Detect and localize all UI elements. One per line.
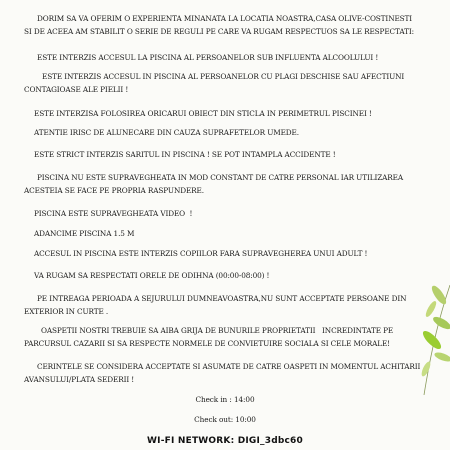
rule-supervision-line-1: PISCINA NU ESTE SUPRAVEGHEATA IN MOD CONSTANT DE CATRE PERSONAL IAR UTILIZAREA xyxy=(37,173,404,182)
rule-visitors-line-2: EXTERIOR IN CURTE . xyxy=(24,307,109,316)
check-in-time: Check in : 14:00 xyxy=(195,395,255,404)
rule-supervision-line-2: ACESTEIA SE FACE PE PROPRIA RASPUNDERE. xyxy=(24,186,204,195)
rule-visitors-line-1: PE INTREAGA PERIOADA A SEJURULUI DUMNEAVOASTRA,NU SUNT ACCEPTATE PERSOANE DIN xyxy=(37,294,407,303)
check-out-time: Check out: 10:00 xyxy=(194,415,256,424)
rule-no-jumping: ESTE STRICT INTERZIS SARITUL IN PISCINA ! SE POT INTAMPLA ACCIDENTE ! xyxy=(34,150,336,159)
rule-children: ACCESUL IN PISCINA ESTE INTERZIS COPIILOR FARA SUPRAVEGHEREA UNUI ADULT ! xyxy=(34,249,368,258)
rule-depth: ADANCIME PISCINA 1.5 M xyxy=(34,229,135,238)
rule-glass: ESTE INTERZISA FOLOSIREA ORICARUI OBIECT DIN STICLA IN PERIMETRUL PISCINEI ! xyxy=(34,109,372,118)
rule-property-line-2: PARCURSUL CAZARII SI SA RESPECTE NORMELE DE CONVIETUIRE SOCIALA SI CELE MORALE! xyxy=(24,339,390,348)
rule-skin-line-1: ESTE INTERZIS ACCESUL IN PISCINA AL PERSOANELOR CU PLAGI DESCHISE SAU AFECTIUNI xyxy=(42,72,405,81)
intro-line-2: SI DE ACEEA AM STABILIT O SERIE DE REGULI PE CARE VA RUGAM RESPECTUOS SA LE RESPECTATI: xyxy=(24,27,414,36)
rule-skin-line-2: CONTAGIOASE ALE PIELII ! xyxy=(24,85,129,94)
wifi-network: WI-FI NETWORK: DIGI_3dbc60 xyxy=(147,436,303,446)
olive-leaves-icon xyxy=(410,285,450,395)
rule-slippery: ATENTIE IRISC DE ALUNECARE DIN CAUZA SUPRAFETELOR UMEDE. xyxy=(34,128,299,137)
rule-video: PISCINA ESTE SUPRAVEGHEATA VIDEO ! xyxy=(34,209,193,218)
rule-acceptance-line-1: CERINTELE SE CONSIDERA ACCEPTATE SI ASUMATE DE CATRE OASPETI IN MOMENTUL ACHITARII xyxy=(37,362,421,371)
rule-quiet-hours: VA RUGAM SA RESPECTATI ORELE DE ODIHNA (00:00-08:00) ! xyxy=(34,271,270,280)
rule-acceptance-line-2: AVANSULUI/PLATA SEDERII ! xyxy=(24,375,135,384)
rule-property-line-1: OASPETII NOSTRI TREBUIE SA AIBA GRIJA DE BUNURILE PROPRIETATII INCREDINTATE PE xyxy=(41,326,394,335)
intro-line-1: DORIM SA VA OFERIM O EXPERIENTA MINANATA LA LOCATIA NOASTRA,CASA OLIVE-COSTINESTI xyxy=(37,14,413,23)
rule-alcohol: ESTE INTERZIS ACCESUL LA PISCINA AL PERSOANELOR SUB INFLUENTA ALCOOLULUI ! xyxy=(37,53,379,62)
